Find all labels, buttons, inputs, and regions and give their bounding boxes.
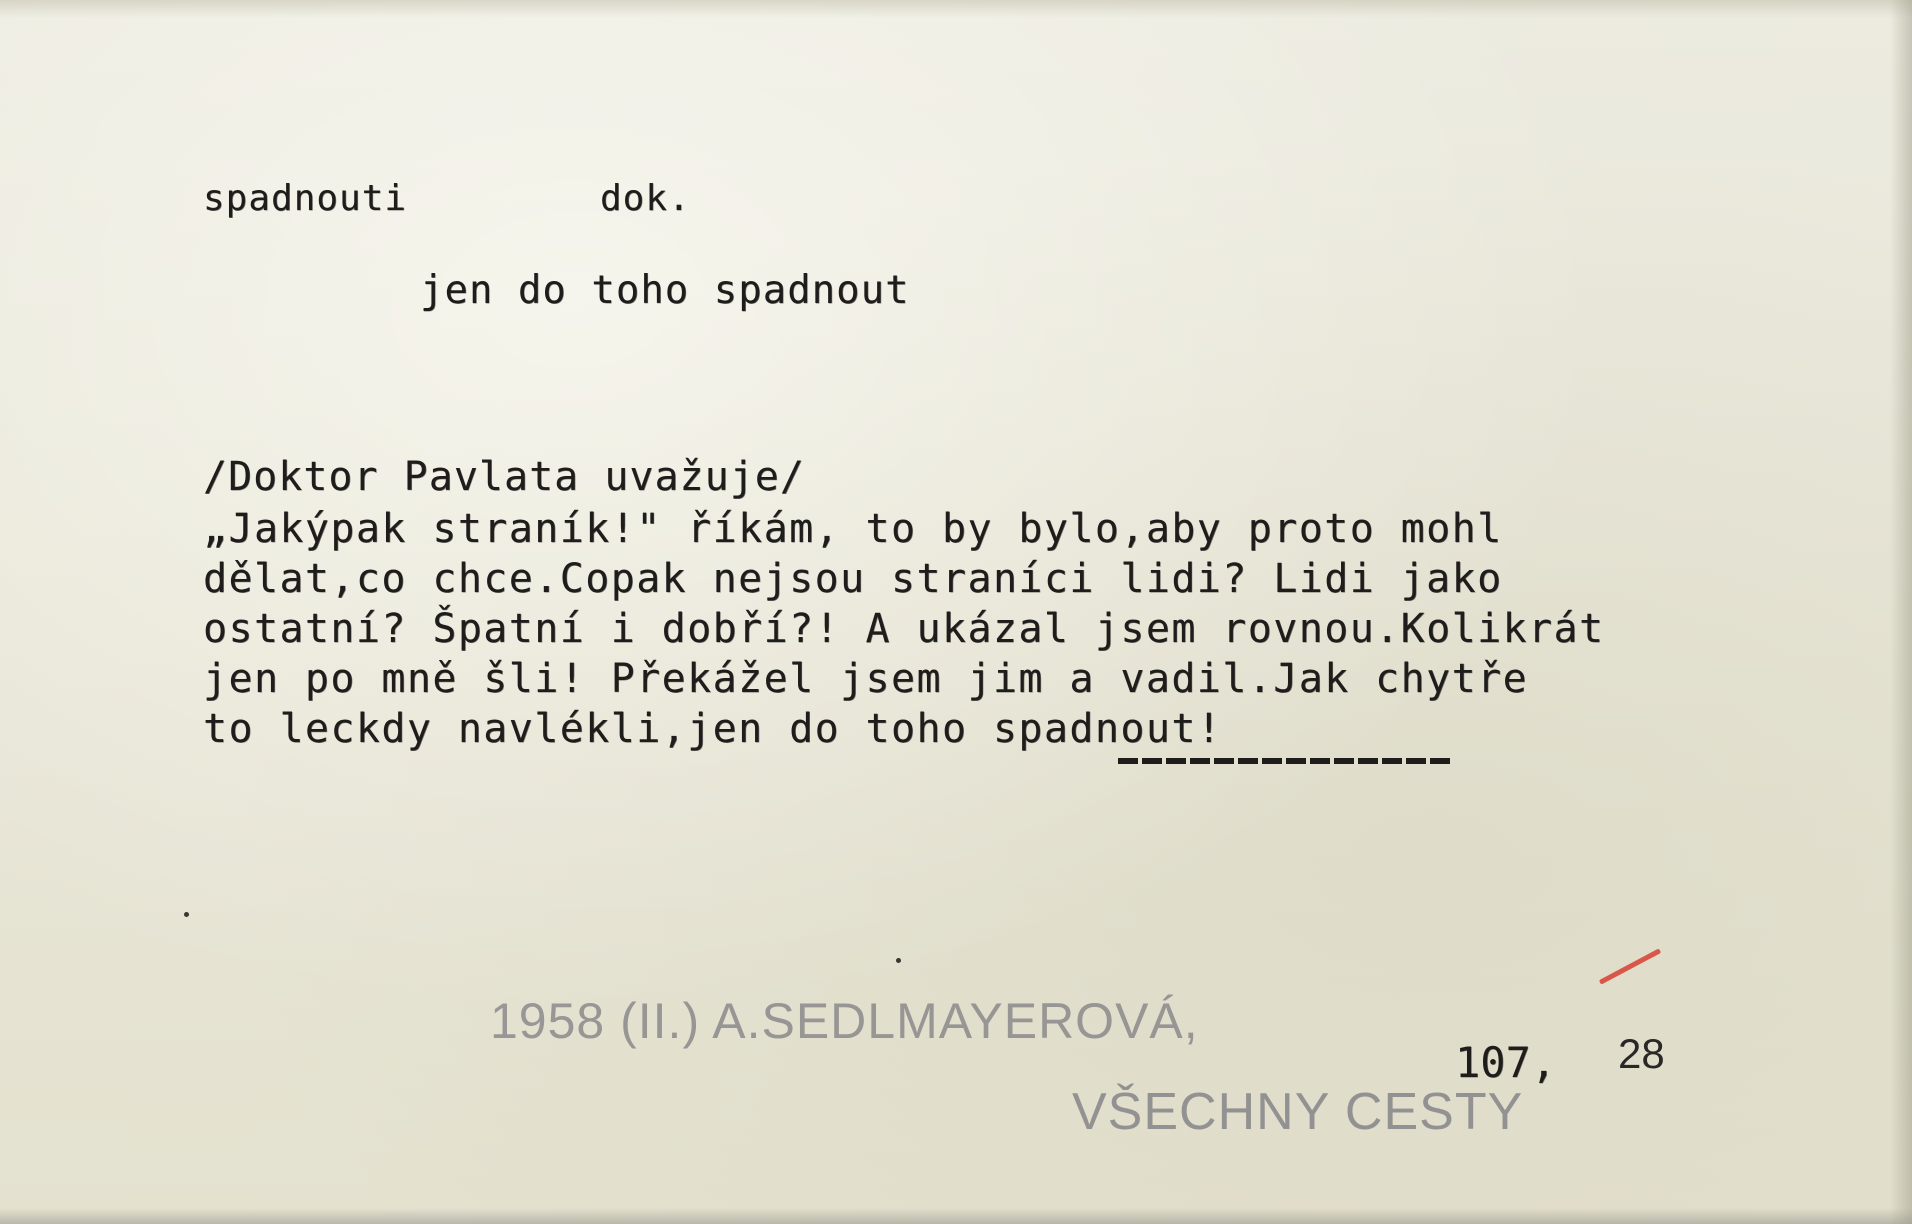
source-stamp-title: VŠECHNY CESTY (1072, 1083, 1524, 1141)
quotation (203, 504, 1605, 754)
source-stamp-author: 1958 (II.) A.SEDLMAYEROVÁ, (490, 993, 1199, 1049)
quote-line: „Jakýpak straník!" říkám, to by bylo,aby proto mohl (203, 506, 1503, 552)
line-reference: 28 (1618, 1030, 1665, 1077)
dashed-underline (1118, 758, 1453, 764)
quote-line: ostatní? Špatní i dobří?! A ukázal jsem rovnou.Kolikrát (203, 606, 1605, 652)
phrase: jen do toho spadnout (420, 268, 910, 313)
ink-speck (184, 912, 189, 917)
card-bottom-edge (0, 1208, 1912, 1224)
quote-line: dělat,co chce.Copak nejsou straníci lidi? Lidi jako (203, 556, 1503, 602)
red-check-mark (1599, 948, 1661, 984)
headword: spadnouti (203, 178, 408, 219)
source-abbreviation: dok. (600, 178, 691, 219)
context-note: /Doktor Pavlata uvažuje/ (203, 454, 805, 500)
card-top-edge (0, 0, 1912, 18)
quote-line: jen po mně šli! Překážel jsem jim a vadil.Jak chytře (203, 656, 1529, 702)
quote-line: to leckdy navlékli,jen do toho spadnout! (203, 706, 1223, 752)
ink-speck (896, 958, 901, 963)
card-right-edge (1890, 0, 1912, 1224)
page-reference: 107, (1455, 1038, 1557, 1087)
